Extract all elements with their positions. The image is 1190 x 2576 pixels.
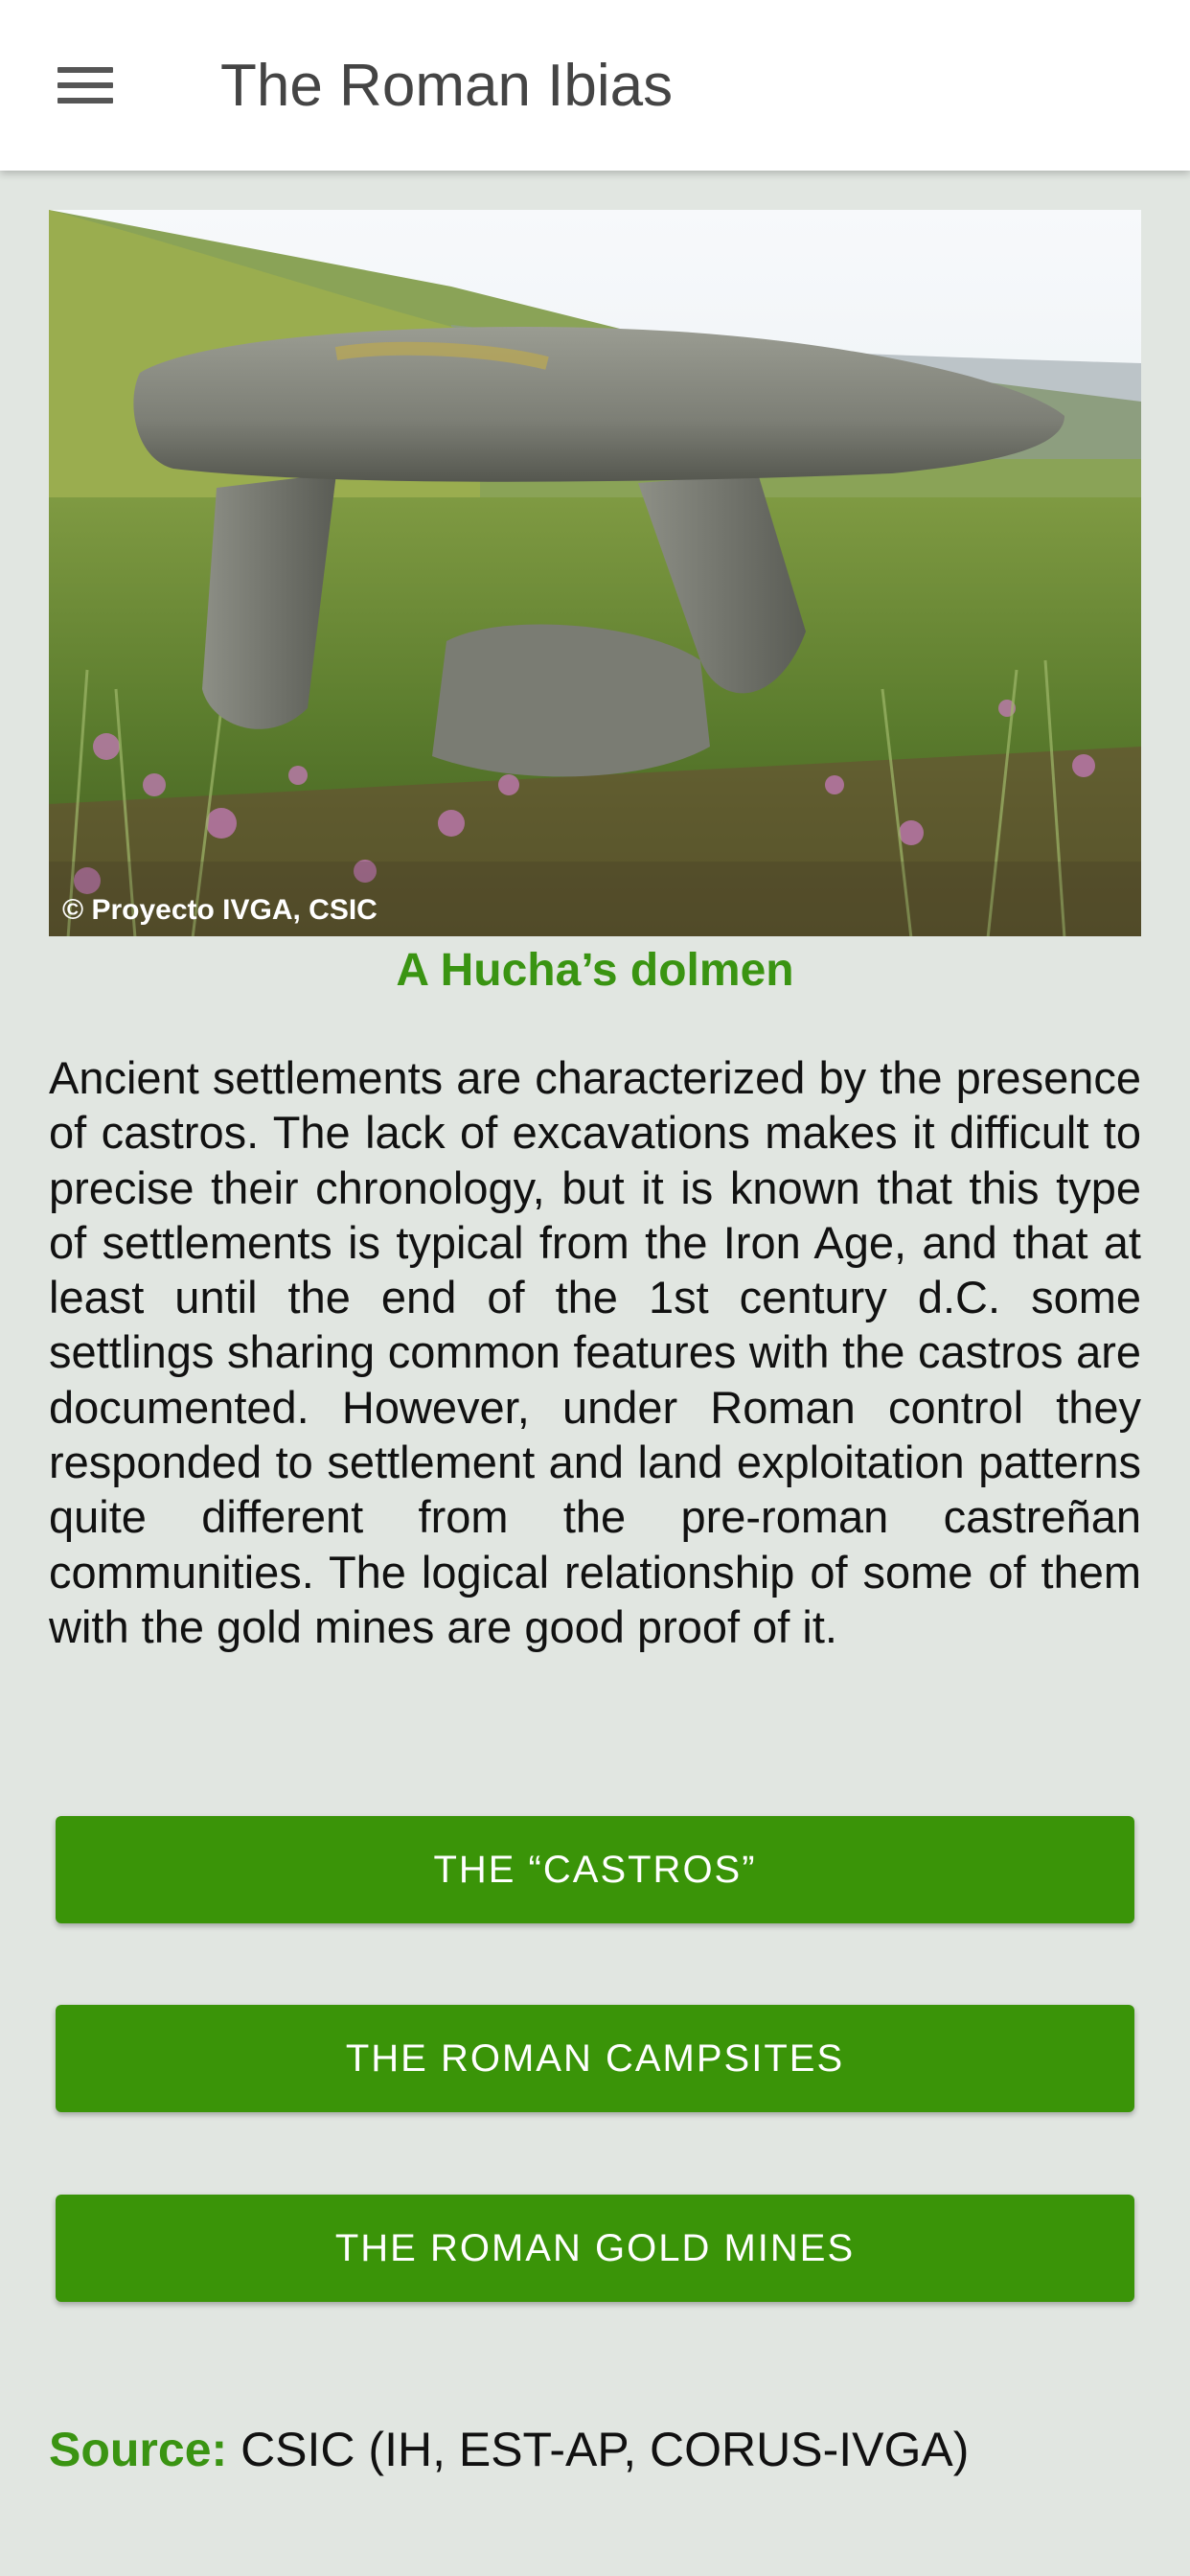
source-value: CSIC (IH, EST-AP, CORUS-IVGA): [240, 2423, 970, 2476]
source-line: [49, 2419, 969, 2480]
roman-campsites-button[interactable]: THE ROMAN CAMPSITES: [56, 2005, 1134, 2112]
source-label: Source:: [49, 2423, 228, 2476]
hamburger-menu-icon[interactable]: [44, 54, 128, 117]
castros-button[interactable]: THE “CASTROS”: [56, 1816, 1134, 1923]
app-title: The Roman Ibias: [220, 53, 674, 119]
image-caption: A Hucha’s dolmen: [396, 945, 794, 996]
intro-paragraph: Ancient settlements are characterized by the presence of castros. The lack of excavations makes it difficult to precise their chronology, but it is known that this type of settlements is typical from the Iron Age, and that at least until the end of the 1st century d.C. some settlings sharing common features with the castros are documented. However, under Roman control they responded to settlement and land exploitation patterns quite different from the pre-roman castreñan communities. The logical relationship of some of them with the gold mines are good proof of it.: [49, 1052, 1141, 1652]
roman-gold-mines-button[interactable]: THE ROMAN GOLD MINES: [56, 2195, 1134, 2302]
app-bar: [0, 0, 1190, 171]
photo-credit: © Proyecto IVGA, CSIC: [62, 894, 378, 926]
dolmen-photo: [49, 210, 1141, 936]
